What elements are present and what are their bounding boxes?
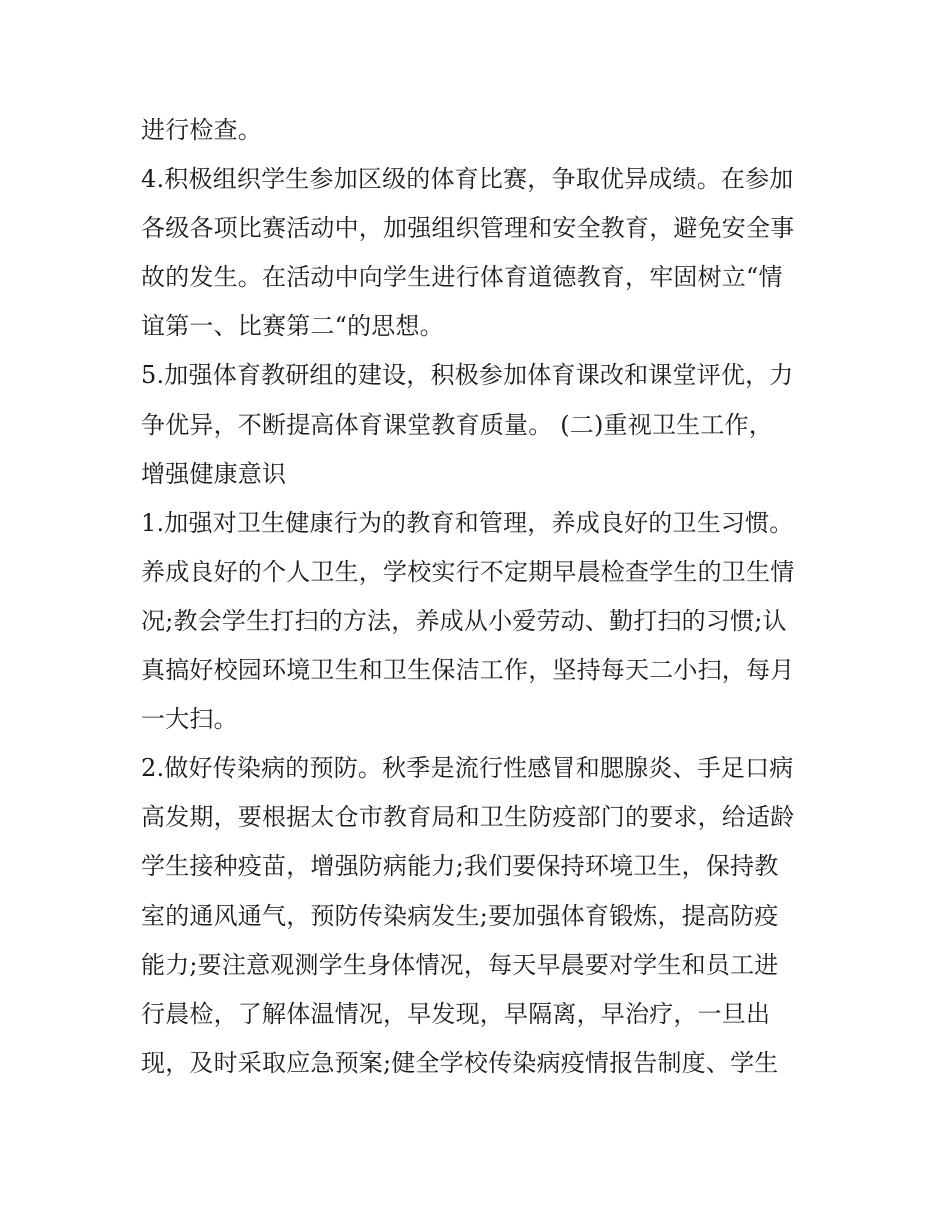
text-line: 高发期，要根据太仓市教育局和卫生防疫部门的要求，给适龄	[141, 803, 795, 832]
text-line: 谊第一、比赛第二“的思想。	[141, 312, 444, 341]
text-line: 各级各项比赛活动中，加强组织管理和安全教育，避免安全事	[141, 214, 795, 243]
text-line: 真搞好校园环境卫生和卫生保洁工作，坚持每天二小扫，每月	[141, 656, 795, 685]
text-line: 养成良好的个人卫生，学校实行不定期早晨检查学生的卫生情	[141, 557, 795, 586]
text-line: 能力;要注意观测学生身体情况，每天早晨要对学生和员工进	[141, 950, 779, 979]
text-line: 4.积极组织学生参加区级的体育比赛，争取优异成绩。在参加	[141, 165, 794, 194]
text-line: 争优异，不断提高体育课堂教育质量。 (二)重视卫生工作，	[141, 410, 773, 439]
text-line: 1.加强对卫生健康行为的教育和管理，养成良好的卫生习惯。	[141, 508, 794, 537]
text-line: 故的发生。在活动中向学生进行体育道德教育，牢固树立“情	[141, 263, 783, 292]
body-text	[141, 106, 821, 1088]
text-line: 现，及时采取应急预案;健全学校传染病疫情报告制度、学生	[141, 1048, 779, 1077]
text-line: 增强健康意识	[141, 459, 287, 488]
text-line: 2.做好传染病的预防。秋季是流行性感冒和腮腺炎、手足口病	[141, 754, 794, 783]
text-line: 一大扫。	[141, 705, 238, 734]
text-line: 学生接种疫苗，增强防病能力;我们要保持环境卫生，保持教	[141, 852, 779, 881]
text-line: 行晨检，了解体温情况，早发现，早隔离，早治疗，一旦出	[141, 999, 771, 1028]
text-line: 5.加强体育教研组的建设，积极参加体育课改和课堂评优，力	[141, 361, 794, 390]
text-line: 室的通风通气，预防传染病发生;要加强体育锻炼，提高防疫	[141, 901, 779, 930]
text-line: 况;教会学生打扫的方法，养成从小爱劳动、勤打扫的习惯;认	[141, 606, 787, 635]
text-line: 进行检查。	[141, 116, 262, 144]
